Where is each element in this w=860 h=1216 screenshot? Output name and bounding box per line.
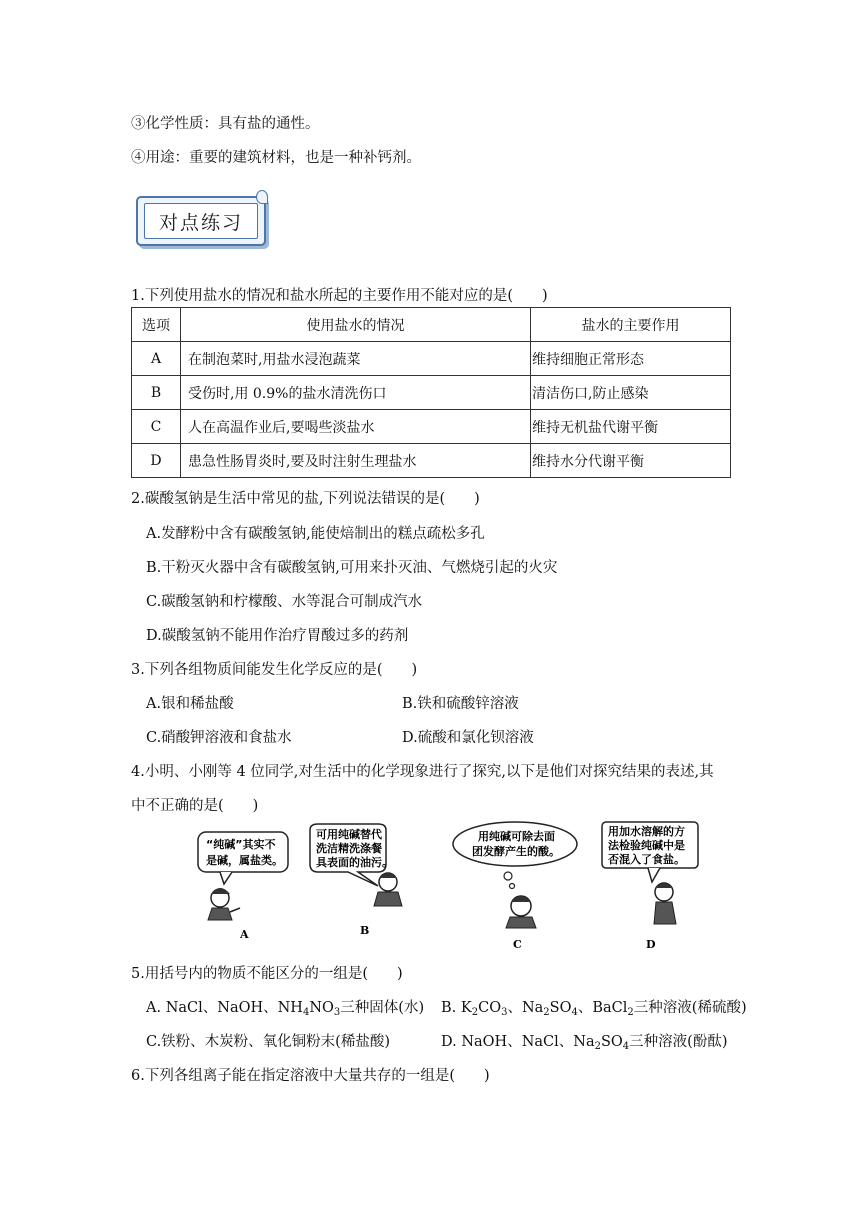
table-cell: 患急性肠胃炎时,要及时注射生理盐水 [181,444,531,478]
table-cell: 人在高温作业后,要喝些淡盐水 [181,410,531,444]
text-part: 三种溶液(稀硫酸) [633,1000,747,1016]
boy-figure-icon [374,873,402,906]
bubble-a-line-2: 是碱，属盐类。 [206,854,283,867]
table-cell: A [132,342,181,376]
boy-figure-c-icon [506,896,536,928]
figure-label-a: A [240,928,249,941]
text-part: A. NaCl、NaOH、NH [146,1000,303,1016]
question-3-stem: 3.下列各组物质间能发生化学反应的是( ) [131,662,418,678]
table-row [132,376,731,410]
figure-label-d: D [646,938,656,951]
question-2-option-d: D.碳酸氢钠不能用作治疗胃酸过多的药剂 [146,628,409,644]
intro-line-3: ③化学性质：具有盐的通性。 [131,116,320,132]
question-2-option-b: B.干粉灭火器中含有碳酸氢钠,可用来扑灭油、气燃烧引起的火灾 [146,560,558,576]
table-cell: B [132,376,181,410]
bubble-b-line-3: 具表面的油污。 [316,856,393,869]
bubble-d-line-1: 用加水溶解的方 [608,825,685,838]
bubble-d-line-3: 否混入了食盐。 [608,853,685,866]
figure-label-b: B [360,924,370,937]
scroll-curl-icon [256,190,268,204]
text-part: D. NaOH、NaCl、Na [441,1034,595,1050]
text-part: CO [478,1000,502,1016]
question-3-option-d: D.硫酸和氯化钡溶液 [402,730,534,746]
bubble-b-line-2: 洗洁精洗涤餐 [316,842,382,855]
question-3-option-a: A.银和稀盐酸 [146,696,234,712]
table-cell: 清洁伤口,防止感染 [531,376,731,410]
table-row [132,444,731,478]
table-header-cell: 盐水的主要作用 [531,308,731,342]
question-4-stem-line-2: 中不正确的是( ) [131,798,259,814]
practice-banner-title: 对点练习 [144,203,258,239]
table-cell: C [132,410,181,444]
speech-bubble-c [453,822,577,889]
text-part: NO [309,1000,334,1016]
question-2-stem: 2.碳酸氢钠是生活中常见的盐,下列说法错误的是( ) [131,491,480,507]
question-4-figure [190,820,710,955]
table-row [132,410,731,444]
table-row [132,342,731,376]
question-5-option-d [441,1030,728,1051]
question-5-option-a [146,996,424,1017]
subscript: 2 [471,1007,479,1018]
table-cell: 维持无机盐代谢平衡 [531,410,731,444]
subscript: 4 [571,1007,578,1018]
text-part: 、Na [507,1000,544,1016]
text-part: B. K [441,1000,472,1016]
text-part: 三种固体(水) [340,1000,425,1016]
subscript: 4 [622,1041,630,1052]
bubble-c-line-2: 团发酵产生的酸。 [472,845,560,858]
boy-figure-d-icon [654,883,676,924]
table-cell: 在制泡菜时,用盐水浸泡蔬菜 [181,342,531,376]
question-5-option-c: C.铁粉、木炭粉、氧化铜粉末(稀盐酸) [146,1034,390,1050]
speech-bubble-a [198,832,288,884]
table-cell: D [132,444,181,478]
question-6-stem: 6.下列各组离子能在指定溶液中大量共存的一组是( ) [131,1068,490,1084]
subscript: 2 [627,1007,634,1018]
question-4-stem-line-1: 4.小明、小刚等 4 位同学,对生活中的化学现象进行了探究,以下是他们对探究结果的表述,其 [131,764,714,780]
question-1-table [131,307,731,478]
table-cell: 维持水分代谢平衡 [531,444,731,478]
table-header-cell: 使用盐水的情况 [181,308,531,342]
text-part: 、BaCl [577,1000,628,1016]
subscript: 3 [501,1007,508,1018]
subscript: 2 [594,1041,601,1052]
text-part: SO [549,1000,572,1016]
table-header-row [132,308,731,342]
bubble-a-line-1: “纯碱”其实不 [206,838,276,851]
bubble-d-line-2: 法检验纯碱中是 [608,839,685,852]
girl-figure-icon [208,888,240,920]
question-5-option-b [441,996,747,1017]
question-2-option-c: C.碳酸氢钠和柠檬酸、水等混合可制成汽水 [146,594,423,610]
subscript: 3 [333,1007,341,1018]
table-cell: 受伤时,用 0.9%的盐水清洗伤口 [181,376,531,410]
practice-banner [136,196,266,246]
figure-label-c: C [513,938,522,951]
subscript: 4 [302,1007,310,1018]
question-2-option-a: A.发酵粉中含有碳酸氢钠,能使焙制出的糕点疏松多孔 [146,526,485,542]
question-5-stem: 5.用括号内的物质不能区分的一组是( ) [131,966,403,982]
subscript: 2 [543,1007,550,1018]
text-part: 三种溶液(酚酞) [629,1034,728,1050]
bubble-b-line-1: 可用纯碱替代 [316,828,382,841]
question-3-option-c: C.硝酸钾溶液和食盐水 [146,730,292,746]
table-header-cell: 选项 [132,308,181,342]
question-3-option-b: B.铁和硫酸锌溶液 [402,696,519,712]
intro-line-4: ④用途：重要的建筑材料，也是一种补钙剂。 [131,150,421,166]
text-part: SO [600,1034,623,1050]
question-1-stem: 1.下列使用盐水的情况和盐水所起的主要作用不能对应的是( ) [131,288,548,304]
bubble-c-line-1: 用纯碱可除去面 [478,830,555,843]
speech-bubble-d [602,822,698,882]
table-cell: 维持细胞正常形态 [531,342,731,376]
